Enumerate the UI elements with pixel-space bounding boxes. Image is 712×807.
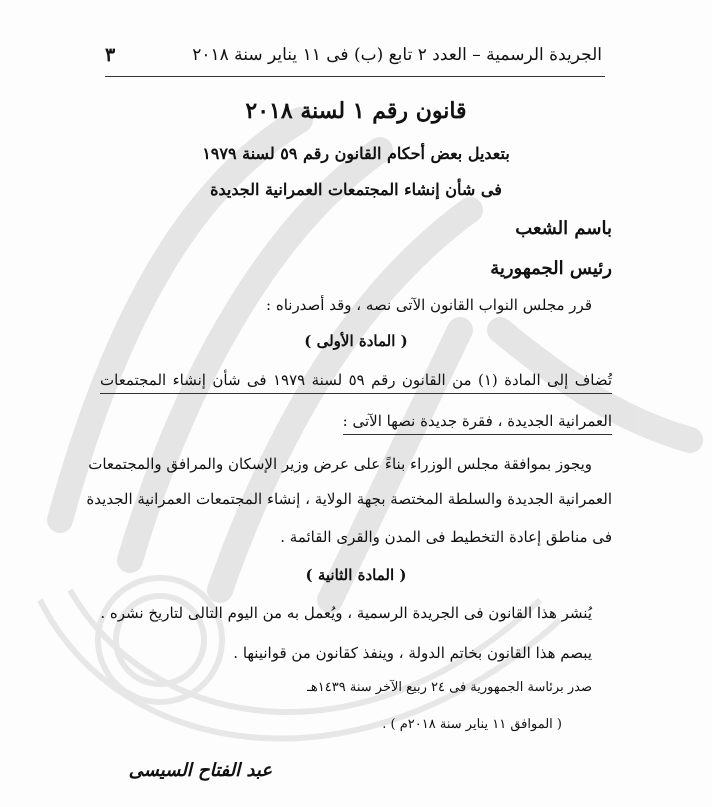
article-1-line-2: العمرانية الجديدة ، فقرة جديدة نصها الآتى : [343, 412, 612, 435]
article-2-line-1: يُنشر هذا القانون فى الجريدة الرسمية ، ويُعمل به من اليوم التالى لتاريخ نشره . [100, 604, 592, 622]
article-1-line-1: تُضاف إلى المادة (١) من القانون رقم ٥٩ لسنة ١٩٧٩ فى شأن إنشاء المجتمعات [100, 371, 612, 394]
in-the-name-of-people: باسم الشعب [515, 218, 612, 239]
law-title: قانون رقم ١ لسنة ٢٠١٨ [245, 98, 467, 124]
header-text: الجريدة الرسمية – العدد ٢ تابع (ب) فى ١١ يناير سنة ٢٠١٨ [192, 45, 602, 65]
article-1-line-3: ويجوز بموافقة مجلس الوزراء بناءً على عرض وزير الإسكان والمرافق والمجتمعات [88, 455, 592, 473]
page-header [105, 40, 602, 70]
issuance-date-gregorian: ( الموافق ١١ يناير سنة ٢٠١٨م ) . [382, 717, 562, 732]
decree-text: قرر مجلس النواب القانون الآتى نصه ، وقد أصدرناه : [266, 296, 592, 314]
article-1-line-5: فى مناطق إعادة التخطيط فى المدن والقرى القائمة . [280, 528, 612, 546]
president-heading: رئيس الجمهورية [490, 258, 612, 279]
article-2-line-2: يبصم هذا القانون بخاتم الدولة ، وينفذ كقانون من قوانينها . [233, 644, 592, 662]
page-number: ٣ [105, 44, 116, 66]
issuance-date-hijri: صدر برئاسة الجمهورية فى ٢٤ ربيع الآخر سنة ١٤٣٩هـ [307, 680, 592, 695]
law-subtitle-2: فى شأن إنشاء المجتمعات العمرانية الجديدة [210, 180, 502, 199]
law-subtitle-1: بتعديل بعض أحكام القانون رقم ٥٩ لسنة ١٩٧٩ [202, 144, 510, 163]
header-divider [105, 76, 605, 77]
article-1-heading: ( المادة الأولى ) [304, 332, 408, 350]
article-2-heading: ( المادة الثانية ) [305, 566, 407, 584]
article-1-line-4: العمرانية الجديدة والسلطة المختصة بجهة الولاية ، إنشاء المجتمعات العمرانية الجديدة [86, 490, 612, 508]
president-signature: عبد الفتاح السيسى [128, 760, 272, 781]
